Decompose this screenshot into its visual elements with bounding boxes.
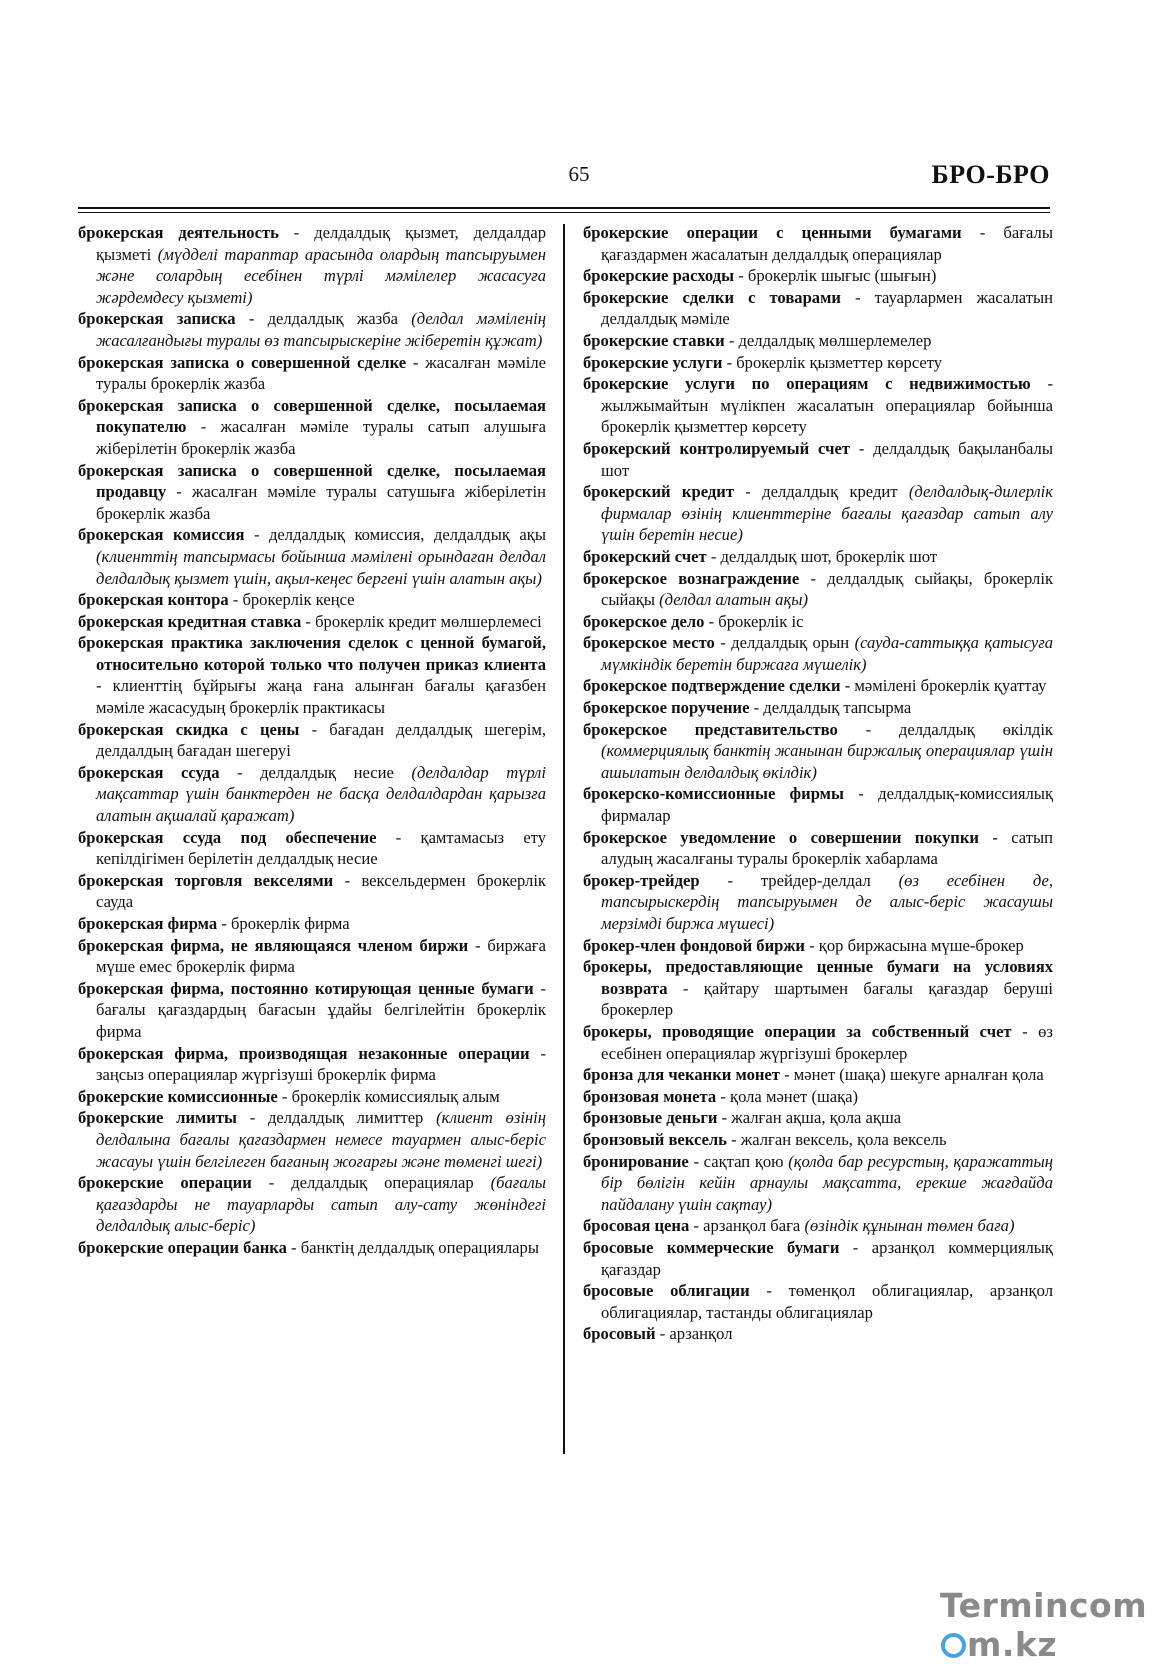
entry-term: брокерские услуги bbox=[583, 352, 723, 372]
entry-term: брокерская ссуда под обеспечение bbox=[78, 827, 377, 847]
entry-term: брокерские услуги по операциям с недвижимостью bbox=[583, 374, 1031, 394]
dictionary-entry bbox=[583, 935, 1053, 957]
entry-term: брокерские комиссионные bbox=[78, 1086, 278, 1106]
dictionary-entry bbox=[78, 308, 546, 351]
entry-term: брокерская записка bbox=[78, 309, 236, 329]
entry-term: брокерская записка о совершенной сделке, посылаемая продавцу bbox=[78, 460, 546, 502]
entry-explanation: (делдал алатын ақы) bbox=[659, 590, 808, 610]
entry-term: бросовые коммерческие бумаги bbox=[583, 1237, 840, 1257]
entry-definition: - клиенттің бұйрығы жаңа ғана алынған бағалы қағазбен мәміле жасасудың брокерлік практикасы bbox=[96, 676, 546, 718]
dictionary-entry bbox=[78, 395, 546, 460]
left-column bbox=[78, 222, 546, 1259]
entry-term: брокерские операции с ценными бумагами bbox=[583, 223, 962, 242]
entry-term: брокерские операции bbox=[78, 1173, 252, 1193]
entry-definition: - делдалдық операциялар bbox=[251, 1173, 491, 1193]
entry-term: брокерская записка о совершенной сделке bbox=[78, 352, 407, 372]
entry-explanation: (клиент өзінің делдалына бағалы қағаздармен немесе тауармен алыс-беріс жасауы үшін белгілеген бағаның жоғарғы және төменгі шегі) bbox=[96, 1108, 547, 1171]
entry-term: бросовая цена bbox=[583, 1216, 690, 1236]
entry-definition: - делдалдық мөлшерлемелер bbox=[724, 330, 932, 350]
dictionary-entry bbox=[583, 352, 1053, 374]
dictionary-entry bbox=[583, 1107, 1053, 1129]
dictionary-entry bbox=[583, 546, 1053, 568]
entry-term: брокер-член фондовой биржи bbox=[583, 935, 805, 955]
entry-definition: - мәмілені брокерлік қуаттау bbox=[840, 676, 1047, 696]
entry-term: брокерский кредит bbox=[583, 482, 734, 502]
entry-definition: - брокерлік кредит мөлшерлемесі bbox=[301, 611, 542, 631]
entry-definition: - трейдер-делдал bbox=[699, 870, 899, 890]
dictionary-entry bbox=[583, 632, 1053, 675]
dictionary-entry bbox=[583, 956, 1053, 1021]
entry-term: брокерский счет bbox=[583, 546, 707, 566]
entry-term: брокерское представительство bbox=[583, 719, 838, 739]
entry-term: бросовые облигации bbox=[583, 1281, 750, 1301]
entry-definition: - биржаға мүше емес брокерлік фирма bbox=[96, 935, 546, 977]
entry-definition: - жылжымайтын мүлікпен жасалатын операциялар бойынша брокерлік қызметтер көрсету bbox=[601, 374, 1053, 437]
entry-term: брокерская ссуда bbox=[78, 762, 220, 782]
entry-term: бронирование bbox=[583, 1151, 689, 1171]
dictionary-entry bbox=[78, 870, 546, 913]
dictionary-entry bbox=[78, 1107, 546, 1172]
entry-definition: - сатып алудың жасалғаны туралы брокерлік хабарлама bbox=[601, 827, 1054, 869]
entry-term: брокерская записка о совершенной сделке, посылаемая покупателю bbox=[78, 395, 546, 437]
entry-term: брокер-трейдер bbox=[583, 870, 700, 890]
dictionary-entry bbox=[78, 1237, 546, 1259]
dictionary-entry bbox=[78, 1172, 546, 1237]
entry-definition: - делдалдық кредит bbox=[733, 482, 909, 502]
entry-explanation: (сауда-саттыққа қатысуға мүмкіндік беретін биржаға мүшелік) bbox=[601, 633, 1053, 674]
entry-definition: - делдалдық жазба bbox=[235, 309, 412, 329]
dictionary-entry bbox=[583, 1323, 1053, 1345]
entry-definition: - банктің делдалдық операциялары bbox=[286, 1237, 539, 1257]
dictionary-entry bbox=[78, 827, 546, 870]
entry-definition: - делдалдық шот, брокерлік шот bbox=[706, 546, 938, 566]
entry-definition: - жасалған мәміле туралы брокерлік жазба bbox=[96, 352, 546, 394]
entry-definition: - қамтамасыз ету кепілдігімен берілетін делдалдық несие bbox=[96, 827, 547, 869]
dictionary-entry bbox=[583, 611, 1053, 633]
dictionary-entry bbox=[583, 265, 1053, 287]
entry-term: бронзовая монета bbox=[583, 1086, 717, 1106]
entry-term: брокерские операции банка bbox=[78, 1237, 287, 1257]
dictionary-entry bbox=[583, 1215, 1053, 1237]
dictionary-entry bbox=[583, 481, 1053, 546]
entry-definition: - арзанқол коммерциялық қағаздар bbox=[601, 1237, 1053, 1279]
entry-term: брокерская фирма, не являющаяся членом биржи bbox=[78, 935, 469, 955]
entry-definition: - брокерлік комиссиялық алым bbox=[277, 1086, 500, 1106]
entry-definition: - сақтап қою bbox=[688, 1151, 789, 1171]
entry-definition: - төменқол облигациялар, арзанқол облигациялар, тастанды облигациялар bbox=[601, 1281, 1053, 1322]
dictionary-entry bbox=[583, 697, 1053, 719]
entry-definition: - делдалдық өкілдік bbox=[837, 719, 1053, 739]
dictionary-entry bbox=[78, 913, 546, 935]
dictionary-entry bbox=[583, 827, 1053, 870]
dictionary-entry bbox=[583, 719, 1053, 784]
entry-definition: - жалған вексель, қола вексель bbox=[726, 1129, 947, 1149]
entry-explanation: (бағалы қағаздарды не тауарларды сатып алу-сату жөніндегі делдалдық алыс-беріс) bbox=[96, 1173, 547, 1236]
entry-definition: - делдалдық бақыланбалы шот bbox=[601, 438, 1053, 480]
entry-term: брокерская скидка с цены bbox=[78, 719, 300, 739]
dictionary-entry bbox=[583, 783, 1053, 826]
entry-explanation: (өзіндік құнынан төмен баға) bbox=[804, 1216, 1015, 1236]
entry-definition: - брокерлік іс bbox=[704, 611, 804, 631]
dictionary-entry bbox=[583, 438, 1053, 481]
dictionary-entry bbox=[78, 719, 546, 762]
entry-explanation: (мүдделі тараптар арасында олардың тапсыруымен және солардың есебінен түрлі мәмілелер жасасуға жәрдемдесу қызметі) bbox=[96, 244, 546, 307]
entry-term: брокерское подтверждение сделки bbox=[583, 676, 841, 696]
entry-definition: - брокерлік шығыс (шығын) bbox=[734, 266, 937, 286]
entry-term: брокерские ставки bbox=[583, 330, 725, 350]
column-divider bbox=[563, 224, 565, 1454]
entry-definition: - бағадан делдалдық шегерім, делдалдың бағадан шегеруі bbox=[96, 719, 546, 761]
entry-definition: - заңсыз операциялар жүргізуші брокерлік фирма bbox=[96, 1043, 546, 1085]
entry-term: брокерские сделки с товарами bbox=[583, 287, 841, 307]
entry-term: бросовый bbox=[583, 1324, 656, 1344]
entry-term: брокерская фирма bbox=[78, 914, 218, 933]
dictionary-entry bbox=[78, 935, 546, 978]
entry-term: брокерское поручение bbox=[583, 698, 750, 718]
dictionary-entry bbox=[583, 870, 1053, 935]
entry-term: брокерская практика заключения сделок с ценной бумагой, относительно которой только что получен приказ клиента bbox=[78, 633, 546, 674]
entry-term: брокерская фирма, производящая незаконные операции bbox=[78, 1043, 530, 1063]
entry-explanation: (коммерциялық банктің жанынан биржалық операциялар үшін ашылатын делдалдық өкілдік) bbox=[601, 741, 1053, 782]
entry-explanation: (қолда бар ресурстың, қаражаттың бір бөлігін кейін арнаулы мақсатта, ерекше жағдайда пайдалану үшін сақтау) bbox=[601, 1151, 1053, 1214]
entry-definition: - брокерлік қызметтер көрсету bbox=[722, 352, 943, 372]
dictionary-entry bbox=[78, 352, 546, 395]
dictionary-entry bbox=[583, 568, 1053, 611]
dictionary-entry bbox=[583, 222, 1053, 265]
dictionary-entry bbox=[583, 1280, 1053, 1323]
entry-definition: - делдалдық сыйақы, брокерлік сыйақы bbox=[601, 568, 1054, 610]
entry-term: брокерское место bbox=[583, 633, 715, 653]
entry-term: брокерская торговля векселями bbox=[78, 870, 334, 890]
dictionary-entry bbox=[78, 762, 546, 827]
entry-definition: - делдалдық орын bbox=[714, 633, 855, 653]
watermark-left-text: Termincom bbox=[940, 1586, 1148, 1625]
entry-definition: - қор биржасына мүше-брокер bbox=[804, 935, 1024, 955]
entry-term: брокерские расходы bbox=[583, 266, 735, 286]
dictionary-entry bbox=[78, 589, 546, 611]
termincom-watermark bbox=[940, 1586, 1158, 1664]
entry-term: брокерская контора bbox=[78, 590, 229, 610]
entry-term: брокерские лимиты bbox=[78, 1108, 237, 1128]
entry-explanation: (делдалдық-дилерлік фирмалар өзінің клиенттеріне бағалы қағаздар сатып алу үшін беретін несие) bbox=[601, 482, 1053, 545]
entry-term: брокерская комиссия bbox=[78, 525, 245, 545]
entry-definition: - арзанқол баға bbox=[689, 1216, 805, 1236]
dictionary-entry bbox=[583, 1129, 1053, 1151]
entry-definition: - делдалдық қызмет, делдалдар қызметі bbox=[96, 223, 546, 264]
entry-definition: - бағалы қағаздардың бағасын ұдайы белгілейтін брокерлік фирма bbox=[96, 978, 546, 1041]
entry-explanation: (өз есебінен де, тапсырыскердің тапсыруымен де алыс-беріс жасаушы мерзімді биржа мүшесі) bbox=[601, 870, 1054, 933]
entry-definition: - делдалдық лимиттер bbox=[236, 1108, 437, 1128]
watermark-right-text: m.kz bbox=[967, 1625, 1058, 1664]
dictionary-entry bbox=[78, 632, 546, 718]
dictionary-entry bbox=[583, 1151, 1053, 1216]
running-head: БРО-БРО bbox=[931, 160, 1050, 189]
dictionary-entry bbox=[583, 287, 1053, 330]
entry-term: брокерское уведомление о совершении покупки bbox=[583, 827, 979, 847]
entry-term: брокерское дело bbox=[583, 611, 705, 631]
entry-definition: - брокерлік фирма bbox=[217, 914, 350, 933]
dictionary-entry bbox=[78, 222, 546, 308]
entry-definition: - делдалдық несие bbox=[219, 762, 412, 782]
dictionary-entry bbox=[78, 1043, 546, 1086]
entry-definition: - жалған ақша, қола ақша bbox=[717, 1108, 902, 1128]
entry-definition: - мәнет (шақа) шекуге арналған қола bbox=[779, 1065, 1044, 1085]
entry-term: брокерское вознаграждение bbox=[583, 568, 800, 588]
dictionary-entry bbox=[78, 978, 546, 1043]
entry-definition: - делдалдық-комиссиялық фирмалар bbox=[601, 784, 1053, 826]
entry-explanation: (делдалдар түрлі мақсаттар үшін банктерден не басқа делдалдардан қарызға алатын ақшалай қаражат) bbox=[96, 762, 546, 826]
entry-definition: - жасалған мәміле туралы сатып алушыға жіберілетін брокерлік жазба bbox=[96, 417, 546, 458]
entry-term: брокерская фирма, постоянно котирующая ценные бумаги bbox=[78, 978, 534, 998]
entry-term: брокерский контролируемый счет bbox=[583, 438, 850, 458]
entry-definition: - өз есебінен операциялар жүргізуші брокерлер bbox=[601, 1021, 1053, 1063]
entry-term: бронза для чеканки монет bbox=[583, 1065, 780, 1085]
dictionary-entry bbox=[78, 460, 546, 525]
dictionary-entry bbox=[583, 1237, 1053, 1280]
entry-definition: - қола мәнет (шақа) bbox=[716, 1086, 859, 1106]
entry-definition: - вексельдермен брокерлік сауда bbox=[96, 870, 546, 912]
entry-definition: - делдалдық комиссия, делдалдық ақы bbox=[244, 525, 546, 545]
entry-explanation: (делдал мәміленің жасалғандығы туралы өз тапсырыскеріне жіберетін құжат) bbox=[96, 309, 546, 350]
dictionary-entry bbox=[583, 330, 1053, 352]
entry-definition: - делдалдық тапсырма bbox=[749, 698, 912, 718]
dictionary-entry bbox=[78, 1086, 546, 1108]
header-rule-thick bbox=[78, 207, 1050, 209]
dictionary-entry bbox=[583, 373, 1053, 438]
entry-term: бронзовые деньги bbox=[583, 1108, 718, 1128]
entry-term: брокерская кредитная ставка bbox=[78, 611, 302, 631]
entry-explanation: (клиенттің тапсырмасы бойынша мәмілені орындаған делдал делдалдық қызмет үшін, ақыл-кеңес бергені үшін алатын ақы) bbox=[96, 546, 546, 588]
dictionary-entry bbox=[78, 524, 546, 589]
entry-definition: - қайтару шартымен бағалы қағаздар беруші брокерлер bbox=[601, 978, 1053, 1020]
entry-term: брокеры, предоставляющие ценные бумаги на условиях возврата bbox=[583, 957, 1053, 998]
entry-definition: - арзанқол bbox=[655, 1324, 733, 1344]
entry-definition: - бағалы қағаздармен жасалатын делдалдық операциялар bbox=[601, 223, 1053, 264]
entry-term: брокерская деятельность bbox=[78, 223, 279, 242]
dictionary-entry bbox=[583, 1086, 1053, 1108]
header-rule-thin bbox=[78, 212, 1050, 213]
entry-term: брокерско-комиссионные фирмы bbox=[583, 784, 844, 804]
page-number: 65 bbox=[568, 162, 590, 186]
entry-definition: - тауарлармен жасалатын делдалдық мәміле bbox=[601, 287, 1053, 329]
entry-term: бронзовый вексель bbox=[583, 1129, 727, 1149]
dictionary-entry bbox=[78, 611, 546, 633]
dictionary-entry bbox=[583, 1064, 1053, 1086]
dictionary-entry bbox=[583, 1021, 1053, 1064]
entry-definition: - брокерлік кеңсе bbox=[228, 590, 355, 610]
right-column bbox=[583, 222, 1053, 1345]
entry-definition: - жасалған мәміле туралы сатушыға жіберілетін брокерлік жазба bbox=[96, 482, 546, 523]
dictionary-entry bbox=[583, 675, 1053, 697]
entry-term: брокеры, проводящие операции за собственный счет bbox=[583, 1021, 1012, 1041]
